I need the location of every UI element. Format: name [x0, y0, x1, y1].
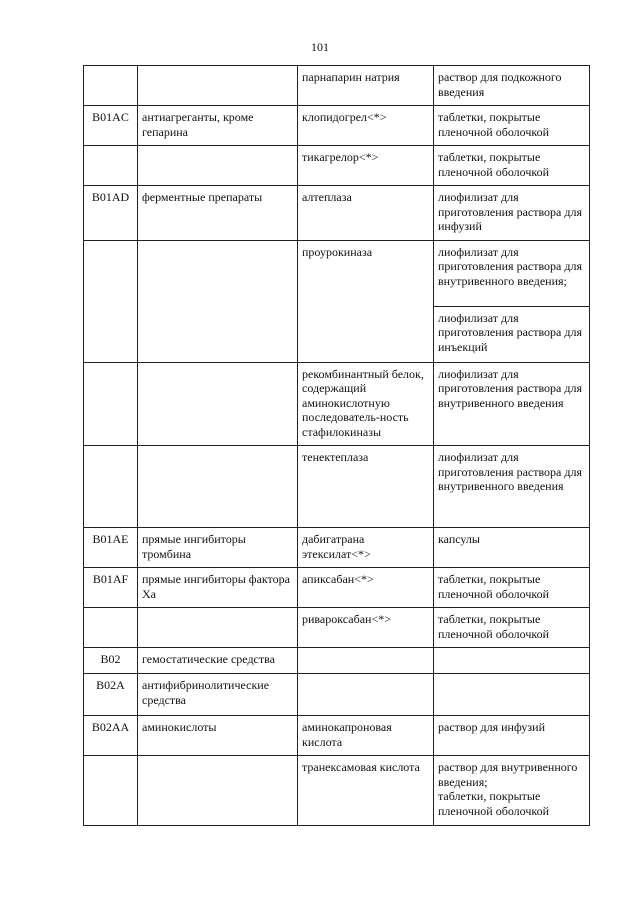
table-row: [84, 106, 590, 146]
group-name-cell: ферментные препараты: [138, 186, 298, 241]
group-name-cell: прямые ингибиторы фактора Xa: [138, 568, 298, 608]
drug-name-cell: [298, 674, 434, 716]
drug-name-cell: тикагрелор<*>: [298, 146, 434, 186]
table-row: [84, 756, 590, 826]
group-name-cell: [138, 756, 298, 826]
table-row: [84, 568, 590, 608]
dosage-form-cell: раствор для подкожного введения: [434, 66, 590, 106]
drug-name-cell: аминокапроновая кислота: [298, 716, 434, 756]
atc-code-cell: [84, 362, 138, 446]
drug-name-cell: парнапарин натрия: [298, 66, 434, 106]
group-name-cell: прямые ингибиторы тромбина: [138, 528, 298, 568]
dosage-form-cell: таблетки, покрытые пленочной оболочкой: [434, 106, 590, 146]
atc-code-cell: B01AC: [84, 106, 138, 146]
dosage-form-cell: лиофилизат для приготовления раствора для инфузий: [434, 186, 590, 241]
dosage-form-cell: таблетки, покрытые пленочной оболочкой: [434, 146, 590, 186]
table-row: [84, 446, 590, 528]
drug-name-cell: алтеплаза: [298, 186, 434, 241]
group-name-cell: антифибринолитические средства: [138, 674, 298, 716]
dosage-form-line: раствор для внутривенного введения;: [438, 760, 578, 789]
dosage-form-cell: капсулы: [434, 528, 590, 568]
group-name-cell: гемостатические средства: [138, 648, 298, 674]
drug-table: [83, 65, 590, 826]
dosage-form-cell: [434, 674, 590, 716]
drug-name-cell: [298, 648, 434, 674]
dosage-form-cell: лиофилизат для приготовления раствора для внутривенного введения: [434, 362, 590, 446]
atc-code-cell: [84, 240, 138, 362]
drug-name-cell: тенектеплаза: [298, 446, 434, 528]
atc-code-cell: [84, 66, 138, 106]
drug-name-cell: проурокиназа: [298, 240, 434, 362]
drug-name-cell: клопидогрел<*>: [298, 106, 434, 146]
drug-name-cell: апиксабан<*>: [298, 568, 434, 608]
dosage-form-line: таблетки, покрытые пленочной оболочкой: [438, 789, 550, 818]
table-row: [84, 186, 590, 241]
table-row: [84, 608, 590, 648]
table-row: [84, 66, 590, 106]
group-name-cell: [138, 608, 298, 648]
dosage-form-cell: [434, 756, 590, 826]
group-name-cell: [138, 240, 298, 362]
atc-code-cell: [84, 146, 138, 186]
dosage-form-cell: [434, 648, 590, 674]
drug-name-cell: дабигатрана этексилат<*>: [298, 528, 434, 568]
atc-code-cell: [84, 756, 138, 826]
page-number: 101: [311, 40, 329, 54]
table-row: [84, 674, 590, 716]
group-name-cell: антиагреганты, кроме гепарина: [138, 106, 298, 146]
table-row: [84, 146, 590, 186]
table-row: [84, 528, 590, 568]
atc-code-cell: B02: [84, 648, 138, 674]
table-body: [84, 66, 590, 826]
dosage-form-cell: лиофилизат для приготовления раствора для внутривенного введения;: [434, 240, 590, 306]
atc-code-cell: B01AD: [84, 186, 138, 241]
dosage-form-cell: таблетки, покрытые пленочной оболочкой: [434, 608, 590, 648]
dosage-form-cell: таблетки, покрытые пленочной оболочкой: [434, 568, 590, 608]
atc-code-cell: [84, 446, 138, 528]
table-row: [84, 648, 590, 674]
drug-name-cell: ривароксабан<*>: [298, 608, 434, 648]
atc-code-cell: [84, 608, 138, 648]
drug-name-cell: рекомбинантный белок, содержащий аминокислотную последователь-ность стафилокиназы: [298, 362, 434, 446]
atc-code-cell: B02AA: [84, 716, 138, 756]
dosage-form-cell: лиофилизат для приготовления раствора для внутривенного введения: [434, 446, 590, 528]
atc-code-cell: B01AE: [84, 528, 138, 568]
group-name-cell: [138, 66, 298, 106]
group-name-cell: [138, 446, 298, 528]
table-row: [84, 716, 590, 756]
table-row: [84, 240, 590, 306]
drug-name-cell: транексамовая кислота: [298, 756, 434, 826]
table-row: [84, 362, 590, 446]
dosage-form-cell: раствор для инфузий: [434, 716, 590, 756]
atc-code-cell: B02A: [84, 674, 138, 716]
group-name-cell: [138, 146, 298, 186]
group-name-cell: аминокислоты: [138, 716, 298, 756]
dosage-form-cell: лиофилизат для приготовления раствора для инъекций: [434, 306, 590, 362]
atc-code-cell: B01AF: [84, 568, 138, 608]
group-name-cell: [138, 362, 298, 446]
